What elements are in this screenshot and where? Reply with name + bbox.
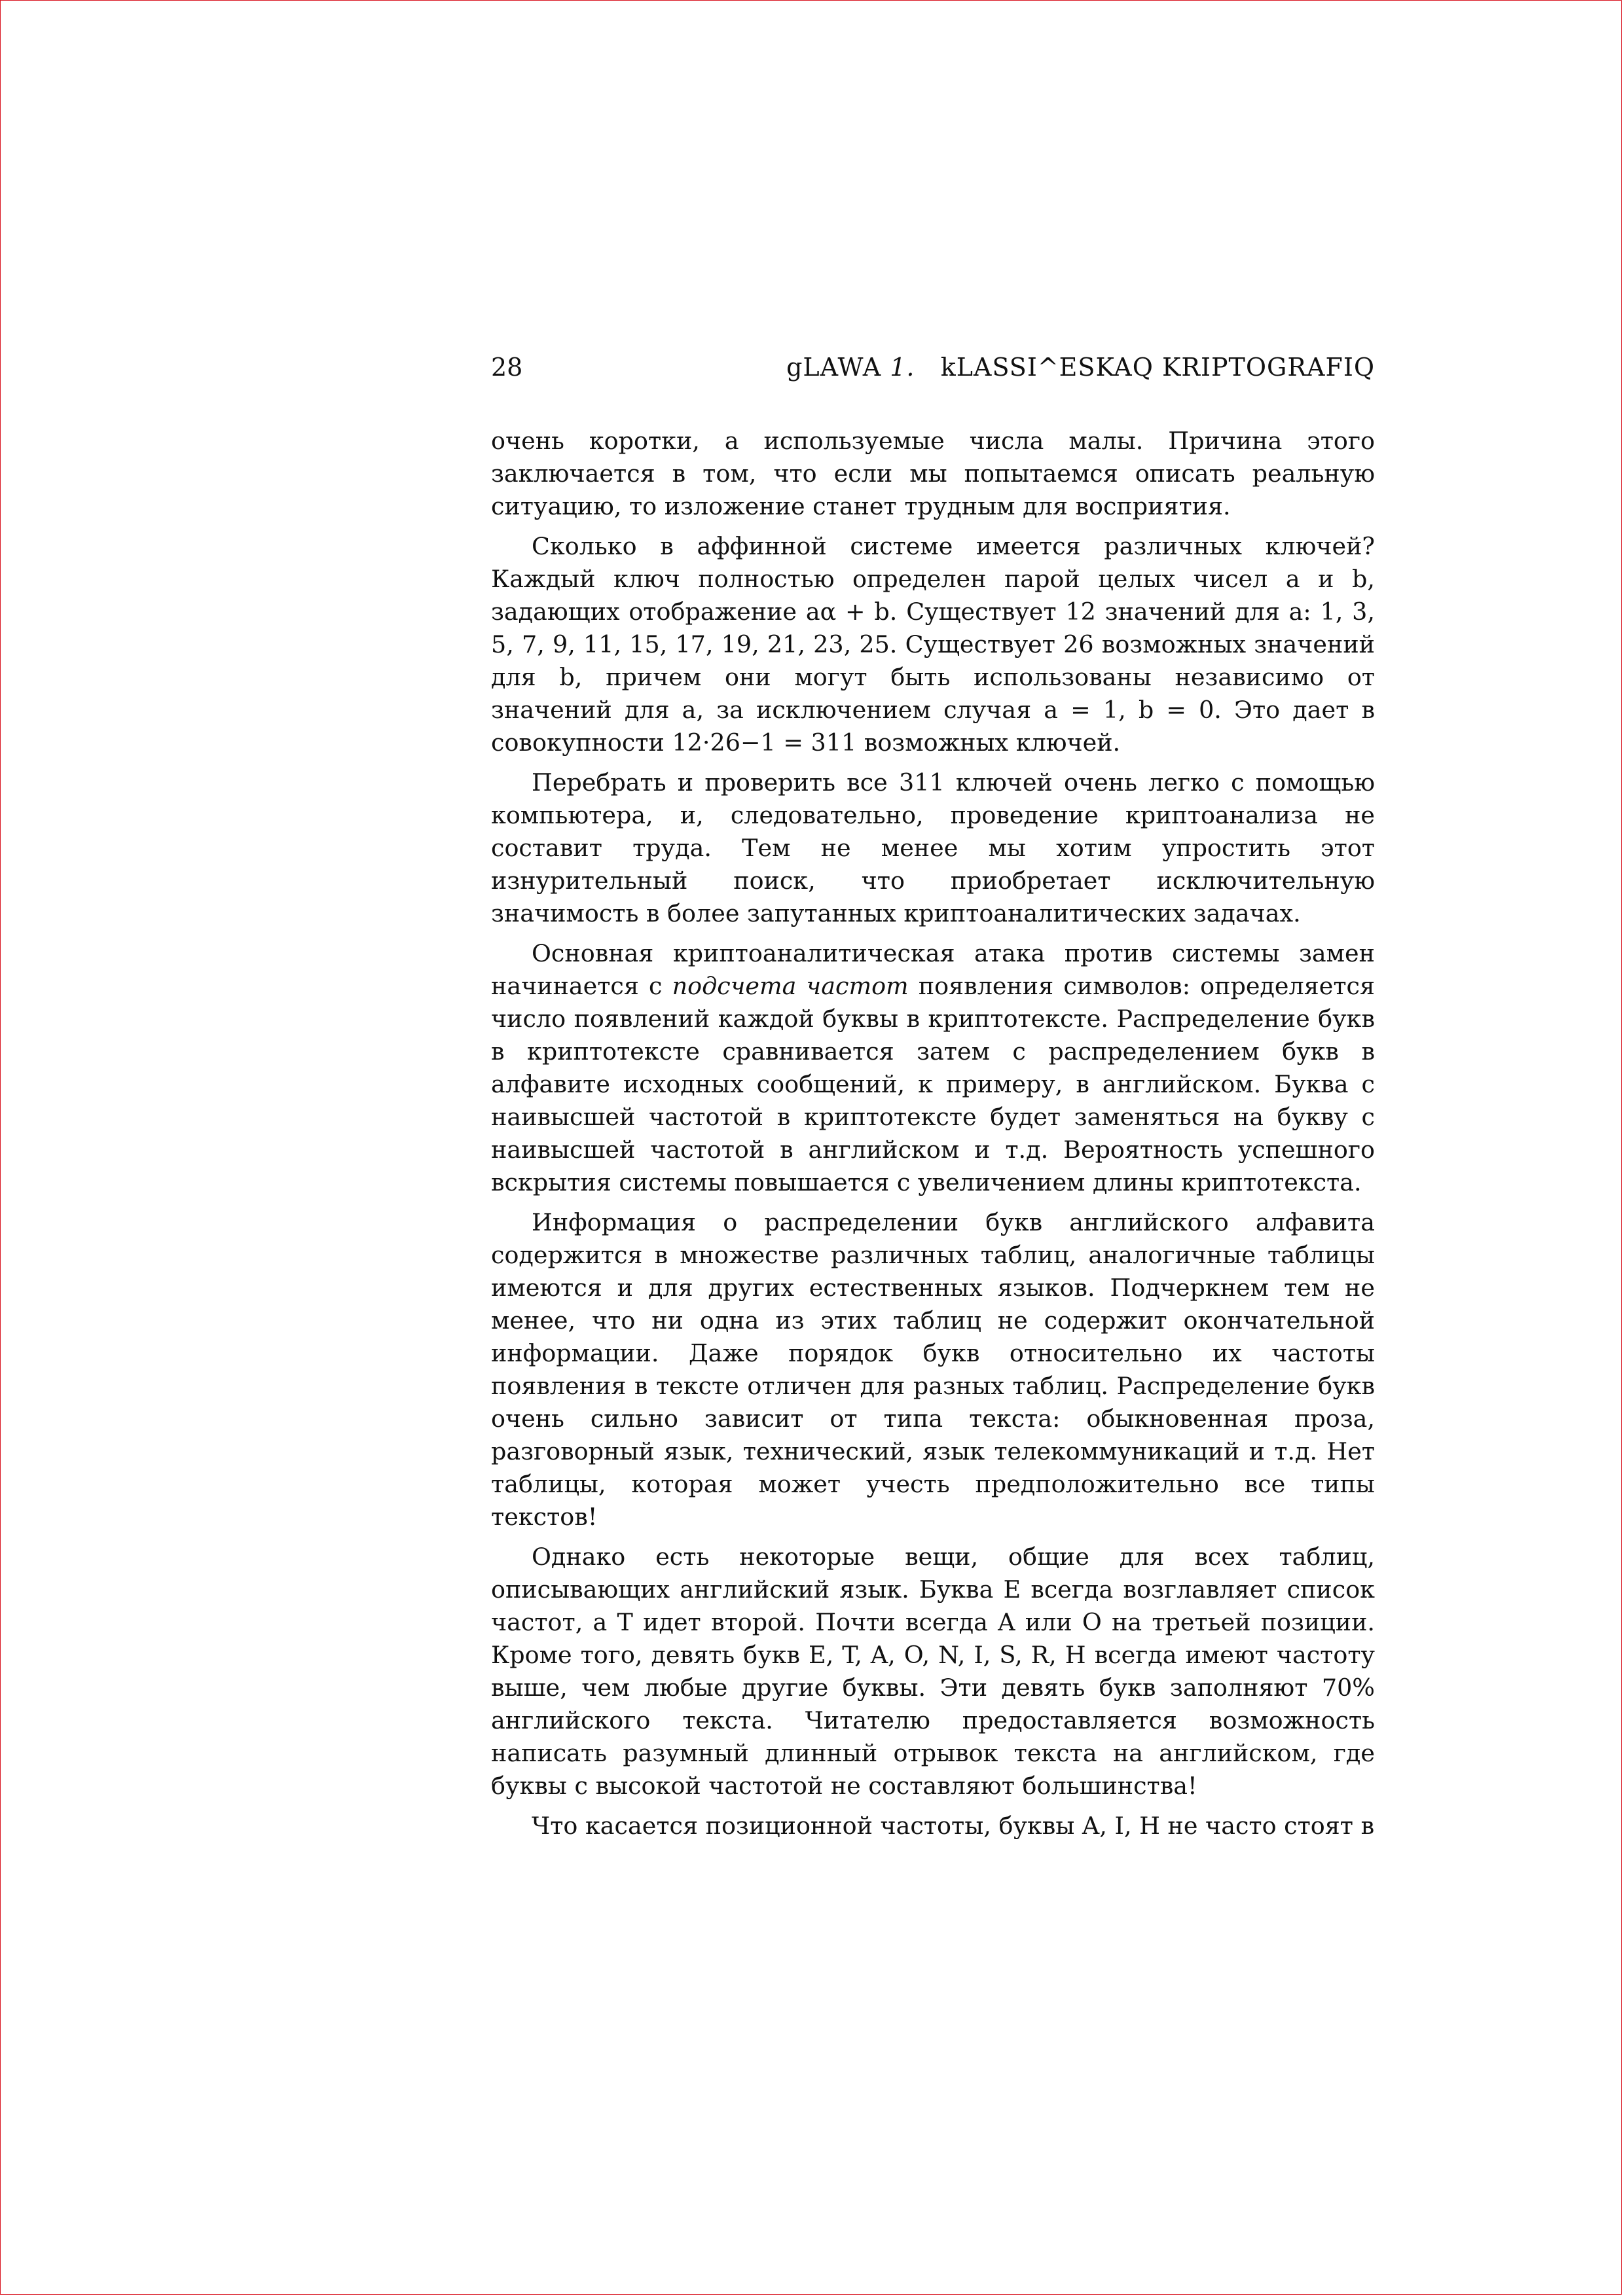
paragraph-4-start: Основная криптоаналитическая атака против системы замен начинается с xyxy=(491,939,1375,1000)
page-number: 28 xyxy=(491,353,523,382)
chapter-title-text: kLASSI^ESKAQ KRIPTOGRAFIQ xyxy=(940,353,1375,382)
paragraph-5: Информация о распределении букв английского алфавита содержится в множестве различных таблиц, аналогичные таблицы имеются и для других естественных языков. Подчеркнем тем не менее, что ни одна из этих таблиц не содержит окончательной информации. Даже порядок букв относительно их частоты появления в тексте отличен для разных таблиц. Распределение букв очень сильно зависит от типа текста: обыкновенная проза, разговорный язык, технический, язык телекоммуникаций и т.д. Нет таблицы, которая может учесть предположительно все типы текстов! xyxy=(491,1208,1375,1531)
page-body xyxy=(491,350,1375,1850)
paragraph-4 xyxy=(491,937,1375,1199)
paragraph-3: Перебрать и проверить все 311 ключей очень легко с помощью компьютера, и, следовательно, проведение криптоанализа не составит труда. Тем не менее мы хотим упростить этот изнурительный поиск, что приобретает исключительную значимость в более запутанных криптоаналитических задачах. xyxy=(491,768,1375,927)
paragraph-1: очень коротки, а используемые числа малы. Причина этого заключается в том, что если мы попытаемся описать реальную ситуацию, то изложение станет трудным для восприятия. xyxy=(491,427,1375,520)
chapter-title xyxy=(786,350,1375,384)
paragraph-7: Что касается позиционной частоты, буквы A, I, H не часто стоят в xyxy=(532,1812,1375,1840)
paragraph-4-emphasis: подсчета частот xyxy=(672,972,909,1000)
chapter-prefix: gLAWA xyxy=(786,353,890,382)
chapter-number: 1. xyxy=(890,353,915,382)
paragraph-4-end: появления символов: определяется число появлений каждой буквы в криптотексте. Распределение букв в криптотексте сравнивается затем с распределением букв в алфавите исходных сообщений, к примеру, в английском. Буква с наивысшей частотой в криптотексте будет заменяться на букву с наивысшей частотой в английском и т.д. Вероятность успешного вскрытия системы повышается с увеличением длины криптотекста. xyxy=(491,972,1375,1196)
paragraph-2: Сколько в аффинной системе имеется различных ключей? Каждый ключ полностью определен парой целых чисел a и b, задающих отображение aα + b. Существует 12 значений для a: 1, 3, 5, 7, 9, 11, 15, 17, 19, 21, 23, 25. Существует 26 возможных значений для b, причем они могут быть использованы независимо от значений для a, за исключением случая a = 1, b = 0. Это дает в совокупности 12·26−1 = 311 возможных ключей. xyxy=(491,532,1375,757)
running-head xyxy=(491,350,1375,384)
paragraph-6: Однако есть некоторые вещи, общие для всех таблиц, описывающих английский язык. Буква E всегда возглавляет список частот, а T идет второй. Почти всегда A или O на третьей позиции. Кроме того, девять букв E, T, A, O, N, I, S, R, H всегда имеют частоту выше, чем любые другие буквы. Эти девять букв заполняют 70% английского текста. Читателю предоставляется возможность написать разумный длинный отрывок текста на английском, где буквы с высокой частотой не составляют большинства! xyxy=(491,1543,1375,1800)
